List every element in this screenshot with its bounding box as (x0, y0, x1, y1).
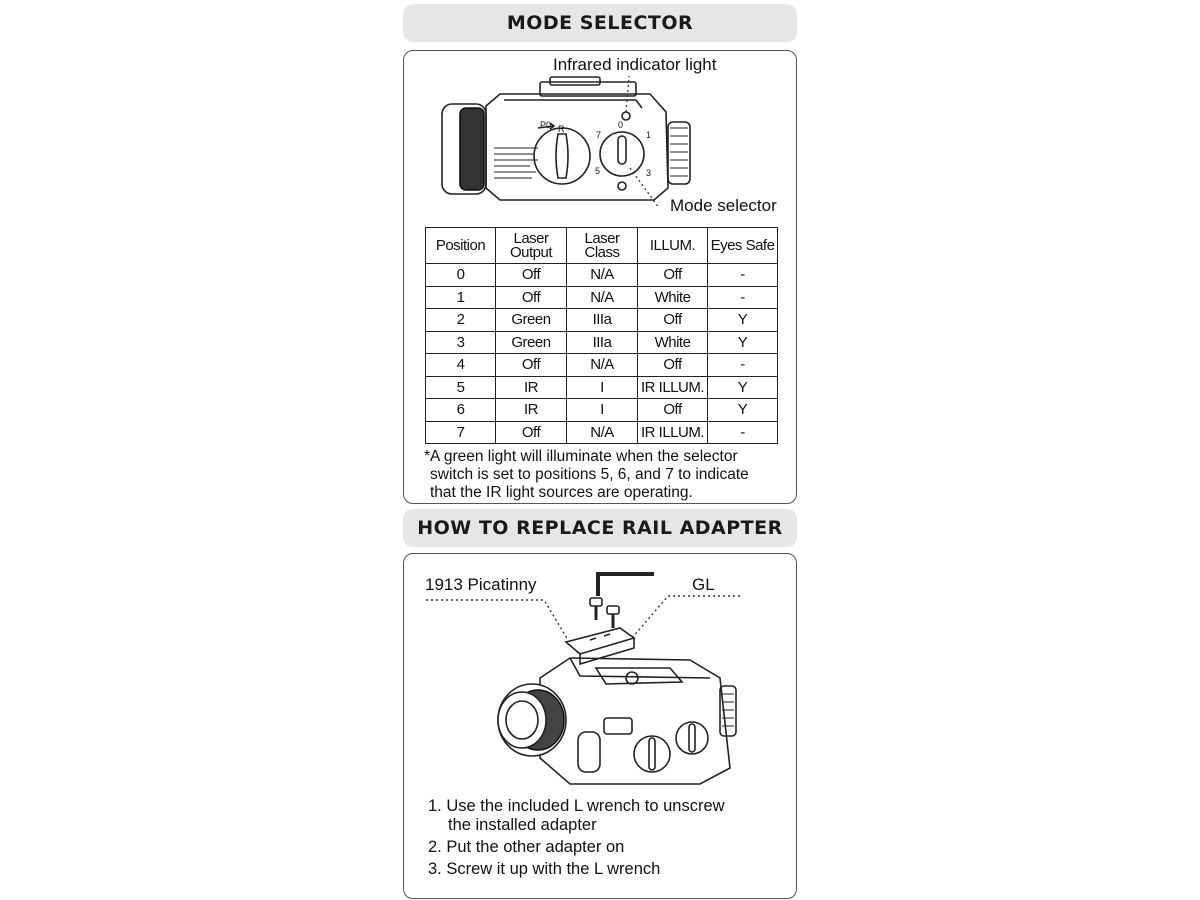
table-cell: IR (496, 399, 567, 422)
list-item: 2. Put the other adapter on (428, 838, 625, 856)
note-line: *A green light will illuminate when the selector (424, 448, 738, 465)
table-cell: Off (638, 309, 708, 332)
mode-selector-title: MODE SELECTOR (506, 12, 694, 34)
table-cell: White (638, 286, 708, 309)
dial-number-0: 0 (618, 120, 624, 130)
table-row (426, 421, 778, 444)
table-row (426, 376, 778, 399)
table-header-cell: Position (426, 228, 496, 264)
table-cell: 0 (426, 264, 496, 287)
table-cell: White (638, 331, 708, 354)
table-cell: 5 (426, 376, 496, 399)
table-cell: IIIa (567, 309, 638, 332)
table-cell: Off (496, 421, 567, 444)
table-cell: 2 (426, 309, 496, 332)
mode-selector-header (403, 4, 797, 42)
dial-number-3: 3 (646, 168, 652, 178)
table-cell: - (708, 286, 778, 309)
table-row (426, 286, 778, 309)
table-header-cell: Laser Output (496, 228, 567, 264)
dial-number-5: 5 (595, 166, 601, 176)
mode-selector-callout: Mode selector (670, 196, 777, 215)
table-cell: IR ILLUM. (638, 421, 708, 444)
note-line: that the IR light sources are operating. (430, 484, 693, 501)
gl-callout: GL (692, 575, 715, 594)
table-cell: - (708, 354, 778, 377)
table-row (426, 354, 778, 377)
dial-label-p0: P0 (540, 120, 552, 130)
table-cell: - (708, 421, 778, 444)
list-item: the installed adapter (448, 816, 597, 834)
table-cell: I (567, 376, 638, 399)
picatinny-callout: 1913 Picatinny (425, 575, 537, 594)
infrared-indicator-callout: Infrared indicator light (553, 55, 717, 74)
table-cell: N/A (567, 264, 638, 287)
table-cell: Green (496, 309, 567, 332)
table-cell: 6 (426, 399, 496, 422)
note-line: switch is set to positions 5, 6, and 7 to indicate (430, 466, 749, 483)
table-header-row (426, 228, 778, 264)
table-header-cell: ILLUM. (638, 228, 708, 264)
table-cell: Off (638, 399, 708, 422)
dial-number-7: 7 (596, 130, 602, 140)
list-item: 3. Screw it up with the L wrench (428, 860, 661, 878)
table-header-cell: Laser Class (567, 228, 638, 264)
table-cell: 7 (426, 421, 496, 444)
replacement-steps-list (428, 797, 788, 882)
table-cell: 1 (426, 286, 496, 309)
table-row (426, 331, 778, 354)
rail-adapter-header (403, 509, 797, 547)
device-side-view-illustration (430, 76, 700, 206)
list-item: 1. Use the included L wrench to unscrew (428, 797, 725, 815)
table-cell: N/A (567, 354, 638, 377)
rail-adapter-title: HOW TO REPLACE RAIL ADAPTER (417, 517, 783, 539)
table-cell: IIIa (567, 331, 638, 354)
table-cell: Off (496, 286, 567, 309)
rail-adapter-illustration (420, 568, 760, 790)
table-cell: 4 (426, 354, 496, 377)
table-cell: Green (496, 331, 567, 354)
table-cell: Off (496, 354, 567, 377)
table-cell: - (708, 264, 778, 287)
table-header-cell: Eyes Safe (708, 228, 778, 264)
table-cell: Y (708, 309, 778, 332)
table-cell: I (567, 399, 638, 422)
table-cell: IR ILLUM. (638, 376, 708, 399)
dial-number-1: 1 (646, 130, 652, 140)
table-row (426, 399, 778, 422)
table-cell: IR (496, 376, 567, 399)
mode-table (425, 227, 778, 444)
table-cell: 3 (426, 331, 496, 354)
table-cell: Y (708, 399, 778, 422)
dial-label-r: R (558, 124, 565, 134)
table-row (426, 264, 778, 287)
green-light-note (424, 448, 784, 502)
table-cell: N/A (567, 421, 638, 444)
table-cell: N/A (567, 286, 638, 309)
table-cell: Off (638, 354, 708, 377)
table-cell: Off (638, 264, 708, 287)
table-row (426, 309, 778, 332)
table-cell: Off (496, 264, 567, 287)
table-cell: Y (708, 331, 778, 354)
table-cell: Y (708, 376, 778, 399)
